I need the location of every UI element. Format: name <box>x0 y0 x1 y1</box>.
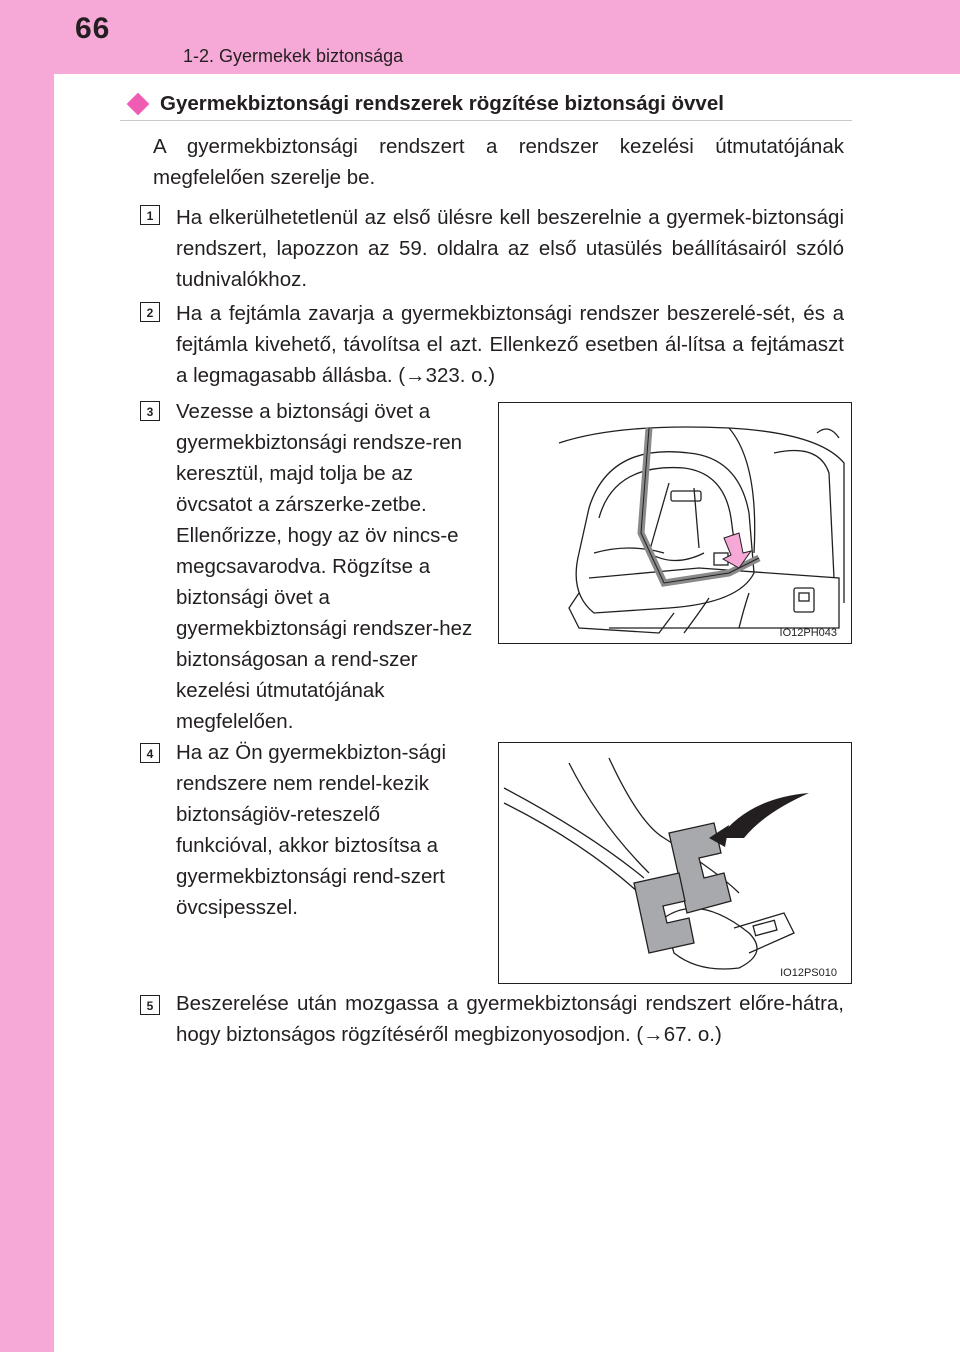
child-seat-illustration <box>499 403 851 643</box>
step-number: 2 <box>140 302 160 322</box>
step-number: 3 <box>140 401 160 421</box>
figure-child-seat <box>498 402 852 644</box>
page-number: 66 <box>75 12 111 45</box>
sidebar-accent <box>0 0 54 1352</box>
figure-belt-clip <box>498 742 852 984</box>
step-number: 1 <box>140 205 160 225</box>
intro-paragraph: A gyermekbiztonsági rendszert a rendszer kezelési útmutatójának megfelelően szerelje be. <box>153 135 844 189</box>
step-number: 4 <box>140 743 160 763</box>
belt-clip-illustration <box>499 743 851 983</box>
figure-code: IO12PS010 <box>780 967 837 979</box>
step-text: Beszerelése után mozgassa a gyermekbiztonsági rendszert előre-hátra, hogy biztonságos rögzítéséről megbizonyosodjon. (→67. o.) <box>176 992 844 1046</box>
subheading-text: Gyermekbiztonsági rendszerek rögzítése biztonsági övvel <box>160 92 724 115</box>
subheading-rule <box>120 120 852 121</box>
section-title: 1-2. Gyermekek biztonsága <box>183 46 404 66</box>
subheading <box>126 92 724 116</box>
step-text: Ha elkerülhetetlenül az első ülésre kell beszerelnie a gyermek-biztonsági rendszert, lapozzon az 59. oldalra az első utasülés beállításairól szóló tudnivalókhoz. <box>176 206 844 291</box>
step-number: 5 <box>140 995 160 1015</box>
diamond-bullet-icon <box>127 93 150 116</box>
figure-code: IO12PH043 <box>779 627 837 639</box>
step-text: Vezesse a biztonsági övet a gyermekbiztonsági rendsze-ren keresztül, majd tolja be az övcsatot a zárszerke-zetbe. Ellenőrizze, hogy az öv nincs-e megcsavarodva. Rögzítse a biztonsági övet a gyermekbiztonsági rendszer-hez biztonságosan a rend-szer kezelési útmutatójának megfelelően. <box>176 400 473 733</box>
step-text: Ha az Ön gyermekbizton-sági rendszere nem rendel-kezik biztonságiöv-reteszelő funkcióval, akkor biztosítsa a gyermekbiztonsági rend-szert övcsipesszel. <box>176 741 447 919</box>
step-text: Ha a fejtámla zavarja a gyermekbiztonsági rendszer beszerelé-sét, és a fejtámla kivehető, távolítsa el azt. Ellenkező esetben ál-lítsa a fejtámaszt a legmagasabb állásba. (→323. o.) <box>176 302 844 387</box>
